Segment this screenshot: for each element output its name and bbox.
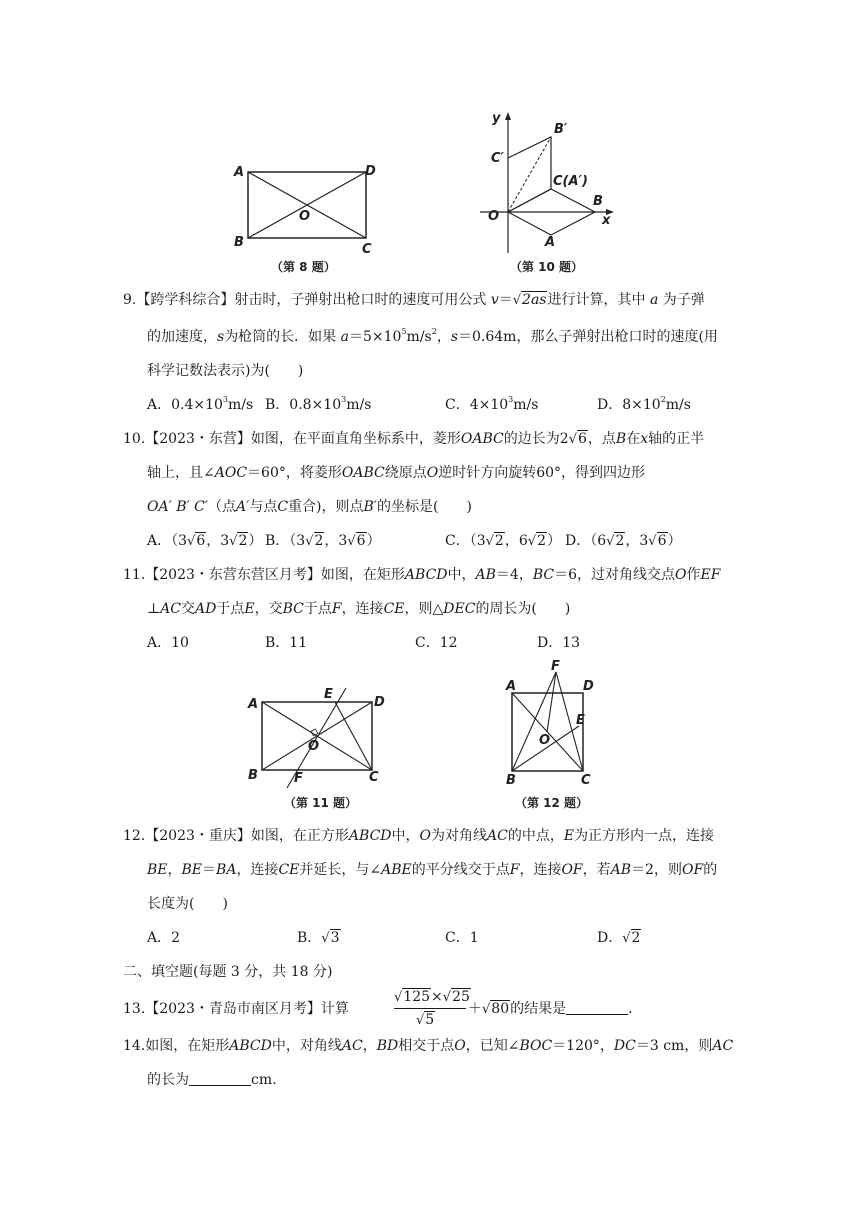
q11-text: 如图，在矩形 — [320, 567, 405, 583]
q14-var: AC — [712, 1038, 734, 1054]
q12-var: BE — [181, 862, 203, 878]
q10-text: 轴的正半 — [648, 431, 705, 447]
figure-8-caption: （第 8 题） — [271, 260, 336, 274]
figure-8 — [230, 160, 380, 255]
label-A: A — [545, 235, 556, 250]
q14-line2 — [147, 1070, 277, 1090]
q11-text: 的周长为( ) — [475, 601, 571, 617]
q10-text: 与点 — [249, 499, 278, 515]
q12-text: 中， — [391, 828, 420, 844]
q10-text: ，点 — [587, 431, 616, 447]
figure-11-diagram — [244, 684, 394, 784]
q12-var: ABE — [381, 862, 412, 878]
q11-var: ABCD — [404, 567, 448, 583]
q9-cond: ＝0.64m，那么子弹射出枪口时的速度(用 — [458, 329, 718, 345]
q12-text: 长度为( ) — [147, 896, 228, 912]
q12-option-a[interactable]: A．2 — [147, 930, 181, 946]
q11-option-d[interactable]: D．13 — [537, 635, 581, 651]
q14-text: cm. — [251, 1072, 277, 1088]
q9-text: 进行计算，其中 — [547, 292, 646, 308]
q10-option-d[interactable]: D．（6√2，3√6） — [565, 533, 682, 549]
q10-var: O — [426, 465, 439, 481]
q10-text: （点 — [208, 499, 237, 515]
label-C: C — [362, 242, 372, 257]
q13-radicand: 125 — [403, 989, 431, 1005]
q9-exp: 2 — [431, 327, 437, 336]
sqrt-icon: √ — [485, 534, 494, 549]
label-B: B — [506, 773, 516, 788]
q13-radicand: 80 — [491, 1001, 510, 1017]
q11-option-b[interactable]: B．11 — [265, 635, 308, 651]
q13-times: × — [431, 989, 443, 1005]
q9-exp: 5 — [401, 327, 407, 336]
q13-text: 计算 — [320, 1001, 349, 1017]
label-E: E — [576, 713, 585, 728]
q11-var: DEC — [443, 601, 476, 617]
q12-options — [147, 928, 860, 948]
q11-text: 于点 — [216, 601, 245, 617]
q10-text: 在 — [626, 431, 641, 447]
q11-var: AD — [195, 601, 217, 617]
q12-line2 — [147, 860, 717, 880]
q14-var: AC — [341, 1038, 363, 1054]
q11-option-c[interactable]: C．12 — [415, 635, 458, 651]
sqrt-icon: √ — [321, 931, 330, 946]
q9-text: 的加速度， — [147, 329, 217, 345]
q11-options — [147, 633, 860, 653]
q12-var: E — [563, 828, 575, 844]
q9-line1 — [123, 290, 705, 311]
q12-text: ＝2，则 — [631, 862, 682, 878]
sqrt-icon: √ — [229, 534, 238, 549]
label-O: O — [308, 739, 320, 754]
q10-text: 的坐标是( ) — [376, 499, 472, 515]
q12-option-c[interactable]: C．1 — [445, 930, 479, 946]
q12-line1 — [123, 826, 714, 846]
q12-option-d[interactable]: D．√2 — [597, 930, 641, 946]
label-B-prime: B′ — [554, 122, 568, 137]
q10-line3 — [147, 497, 472, 517]
q11-var: E — [244, 601, 255, 617]
q9-text: 为子弹 — [662, 292, 705, 308]
q11-var: O — [675, 567, 687, 583]
q13-text: 的结果是 — [510, 1001, 567, 1017]
q11-number: 11. — [123, 567, 146, 583]
label-F: F — [294, 771, 303, 786]
label-F: F — [551, 659, 560, 674]
figure-11 — [244, 684, 394, 784]
q10-option-a[interactable]: A．（3√6，3√2） — [147, 533, 263, 549]
label-O: O — [299, 209, 311, 224]
q14-text: 如图，在矩形 — [145, 1038, 230, 1054]
q10-options — [147, 531, 860, 551]
label-C-prime: C′ — [491, 151, 504, 166]
figure-12-diagram — [503, 660, 603, 790]
q13-end: . — [628, 1001, 633, 1017]
q11-text: ，交 — [254, 601, 283, 617]
q14-var: BOC — [519, 1038, 553, 1054]
q11-text: 中， — [447, 567, 476, 583]
q10-var: OABC — [460, 431, 504, 447]
sqrt-icon: √ — [568, 432, 577, 447]
q12-text: 为对角线 — [431, 828, 487, 844]
figure-12-caption: （第 12 题） — [515, 796, 589, 810]
q11-var: AC — [160, 601, 181, 617]
figure-10-caption: （第 10 题） — [510, 260, 584, 274]
q12-text: 的中点， — [507, 828, 564, 844]
q13-answer-blank[interactable] — [566, 1000, 628, 1015]
q11-text: ⊥ — [147, 601, 161, 617]
q10-radicand: 6 — [577, 431, 587, 447]
q14-text: 中，对角线 — [271, 1038, 342, 1054]
q9-radicand: 2as — [522, 292, 547, 308]
q9-option-c[interactable]: C．$4\times 10^3m/s$ — [445, 395, 539, 413]
q9-text: 为枪筒的长．如果 — [224, 329, 337, 345]
q9-tag: 【跨学科综合】 — [136, 292, 235, 308]
q14-text: 相交于点 — [398, 1038, 455, 1054]
q9-sqrt-sign: √ — [512, 293, 522, 308]
q14-line1 — [123, 1036, 733, 1056]
label-B: B — [234, 235, 244, 250]
q11-text: 作 — [686, 567, 701, 583]
q9-option-a[interactable]: A．$0.4\times 10^3m/s$ — [147, 395, 254, 413]
q10-var: B′ — [363, 499, 377, 515]
q12-var: F — [509, 862, 520, 878]
sqrt-icon: √ — [527, 534, 537, 549]
q10-text: 的边长为2 — [503, 431, 569, 447]
q9-eq: ＝ — [498, 292, 513, 308]
q13-radicand: 5 — [425, 1012, 435, 1028]
sqrt-icon: √ — [606, 534, 615, 549]
q12-text: 并延长，与∠ — [299, 862, 382, 878]
q9-option-d[interactable]: D．$8\times 10^2m/s$ — [597, 395, 691, 413]
q12-text: ，连接 — [519, 862, 562, 878]
sqrt-icon: √ — [347, 534, 356, 549]
q12-text: ， — [167, 862, 182, 878]
q12-text: 为正方形内一点，连接 — [574, 828, 715, 844]
q10-text: 逆时针方向旋转60°，得到四边形 — [438, 465, 646, 481]
q11-text: ，连接 — [341, 601, 384, 617]
q9-options — [147, 395, 860, 415]
q10-text: 重合)，则点 — [288, 499, 364, 515]
q11-var: CE — [383, 601, 405, 617]
label-D: D — [583, 679, 594, 694]
q9-var-a: a — [649, 292, 659, 308]
q10-var: B — [615, 431, 627, 447]
q11-text: 交 — [181, 601, 195, 617]
q10-line2 — [147, 463, 645, 483]
figure-12 — [503, 660, 603, 790]
q10-text: 轴上，且∠ — [147, 465, 215, 481]
q10-var: x — [640, 431, 649, 447]
sqrt-icon: √ — [442, 990, 452, 1005]
sqrt-icon: √ — [305, 534, 314, 549]
label-B: B — [593, 194, 603, 209]
q10-text: ＝60°，将菱形 — [247, 465, 342, 481]
q11-text: ＝4， — [495, 567, 533, 583]
q13-line1-end — [468, 999, 633, 1020]
q9-line2 — [147, 327, 718, 347]
q13-denominator — [416, 1011, 435, 1030]
q9-var-s: s — [217, 329, 225, 345]
q10-text: 如图，在平面直角坐标系中，菱形 — [250, 431, 461, 447]
q14-text: ＝3 cm，则 — [635, 1038, 713, 1054]
q12-text: ，连接 — [236, 862, 279, 878]
sqrt-icon: √ — [416, 1013, 425, 1028]
q9-text: 科学记数法表示)为( ) — [147, 363, 304, 379]
figure-10-diagram — [478, 108, 623, 258]
q13-fraction-bar — [394, 1008, 466, 1009]
label-A: A — [506, 679, 517, 694]
label-C: C — [581, 773, 591, 788]
q11-line1 — [123, 565, 720, 585]
q11-var: BC — [282, 601, 304, 617]
q9-text: 射击时，子弹射出枪口时的速度可用公式 — [234, 292, 487, 308]
q10-tag: 【2023・东营】 — [145, 431, 251, 447]
sqrt-icon: √ — [187, 534, 196, 549]
q11-text: 于点 — [303, 601, 332, 617]
q10-option-b[interactable]: B．（3√2，3√6） — [265, 533, 381, 549]
figure-11-caption: （第 11 题） — [284, 796, 358, 810]
q11-line2 — [147, 599, 570, 619]
q11-var: F — [331, 601, 342, 617]
q9-unit: m/s — [406, 329, 432, 345]
q11-text: ，则△ — [404, 601, 444, 617]
label-x: x — [602, 213, 611, 228]
q14-answer-blank[interactable] — [189, 1071, 251, 1086]
q14-var: O — [454, 1038, 466, 1054]
q11-option-a[interactable]: A．10 — [147, 635, 189, 651]
q13-radicand: 25 — [452, 989, 470, 1005]
q12-line3 — [147, 894, 228, 914]
q10-option-c[interactable]: C．（3√2，6√2） — [445, 533, 561, 549]
q9-number: 9. — [123, 292, 137, 308]
q12-var: BE — [147, 862, 168, 878]
q9-line3 — [147, 361, 303, 381]
q13-number: 13. — [123, 1001, 146, 1017]
q12-var: AC — [487, 828, 508, 844]
q10-var: OA′ B′ C′ — [147, 499, 209, 515]
q12-text: ＝ — [202, 862, 217, 878]
q14-text: 的长为 — [147, 1072, 189, 1088]
q13-numerator — [394, 988, 471, 1007]
q12-var: ABCD — [348, 828, 392, 844]
q12-text: 如图，在正方形 — [250, 828, 349, 844]
label-O: O — [539, 733, 551, 748]
q9-var-v: v — [490, 292, 499, 308]
label-E: E — [324, 687, 333, 702]
q10-var: C — [277, 499, 289, 515]
q13-line1 — [123, 999, 349, 1019]
q9-var-s: s — [450, 329, 459, 345]
section-fill-in-title: 二、填空题(每题 3 分，共 18 分) — [123, 964, 333, 980]
q12-var: CE — [278, 862, 300, 878]
q14-number: 14. — [123, 1038, 146, 1054]
q13-plus: ＋ — [468, 1001, 482, 1017]
q14-text: ，已知∠ — [465, 1038, 520, 1054]
label-y: y — [492, 111, 501, 126]
figure-10 — [478, 108, 623, 258]
q12-number: 12. — [123, 828, 146, 844]
q11-tag: 【2023・东营东营区月考】 — [145, 567, 321, 583]
label-D: D — [365, 164, 376, 179]
q12-option-b[interactable]: B．√3 — [297, 930, 340, 946]
label-C: C — [369, 770, 379, 785]
q9-option-b[interactable]: B．$0.8\times 10^3m/s$ — [265, 395, 372, 413]
q14-var: DC — [613, 1038, 636, 1054]
q14-text: ＝120°， — [552, 1038, 614, 1054]
q11-text: ＝6，过对角线交点 — [554, 567, 676, 583]
q12-var: OF — [681, 862, 704, 878]
label-B: B — [248, 768, 258, 783]
q12-var: AB — [610, 862, 632, 878]
label-A: A — [234, 165, 245, 180]
q11-var: EF — [700, 567, 721, 583]
sqrt-icon: √ — [482, 1002, 491, 1017]
q13-fraction — [394, 988, 470, 1032]
sqrt-icon: √ — [648, 534, 657, 549]
q13-tag: 【2023・青岛市南区月考】 — [145, 1001, 321, 1017]
q12-text: 的平分线交于点 — [411, 862, 510, 878]
figure-8-diagram — [230, 160, 380, 255]
q10-var: OABC — [341, 465, 385, 481]
q12-text: 的 — [703, 862, 718, 878]
q14-var: ABCD — [229, 1038, 272, 1054]
q12-var: O — [419, 828, 431, 844]
q12-var: BA — [216, 862, 237, 878]
sqrt-icon: √ — [394, 990, 403, 1005]
q9-cond: ＝5×10 — [349, 329, 402, 345]
q10-var: A′ — [236, 499, 250, 515]
q10-var: AOC — [214, 465, 248, 481]
q9-sep: ， — [436, 329, 451, 345]
q12-tag: 【2023・重庆】 — [145, 828, 251, 844]
q10-line1 — [123, 429, 704, 450]
sqrt-icon: √ — [622, 931, 631, 946]
label-D: D — [374, 695, 385, 710]
q10-text: 绕原点 — [384, 465, 427, 481]
q9-var-a: a — [340, 329, 349, 345]
q11-var: AB — [475, 567, 496, 583]
q12-var: OF — [561, 862, 583, 878]
label-O: O — [488, 209, 500, 224]
q11-var: BC — [532, 567, 555, 583]
q14-var: BD — [376, 1038, 399, 1054]
q14-text: ， — [362, 1038, 377, 1054]
q12-text: ，若 — [582, 862, 611, 878]
label-A: A — [248, 697, 259, 712]
label-C-A-prime: C(A′) — [553, 174, 588, 189]
q10-number: 10. — [123, 431, 146, 447]
